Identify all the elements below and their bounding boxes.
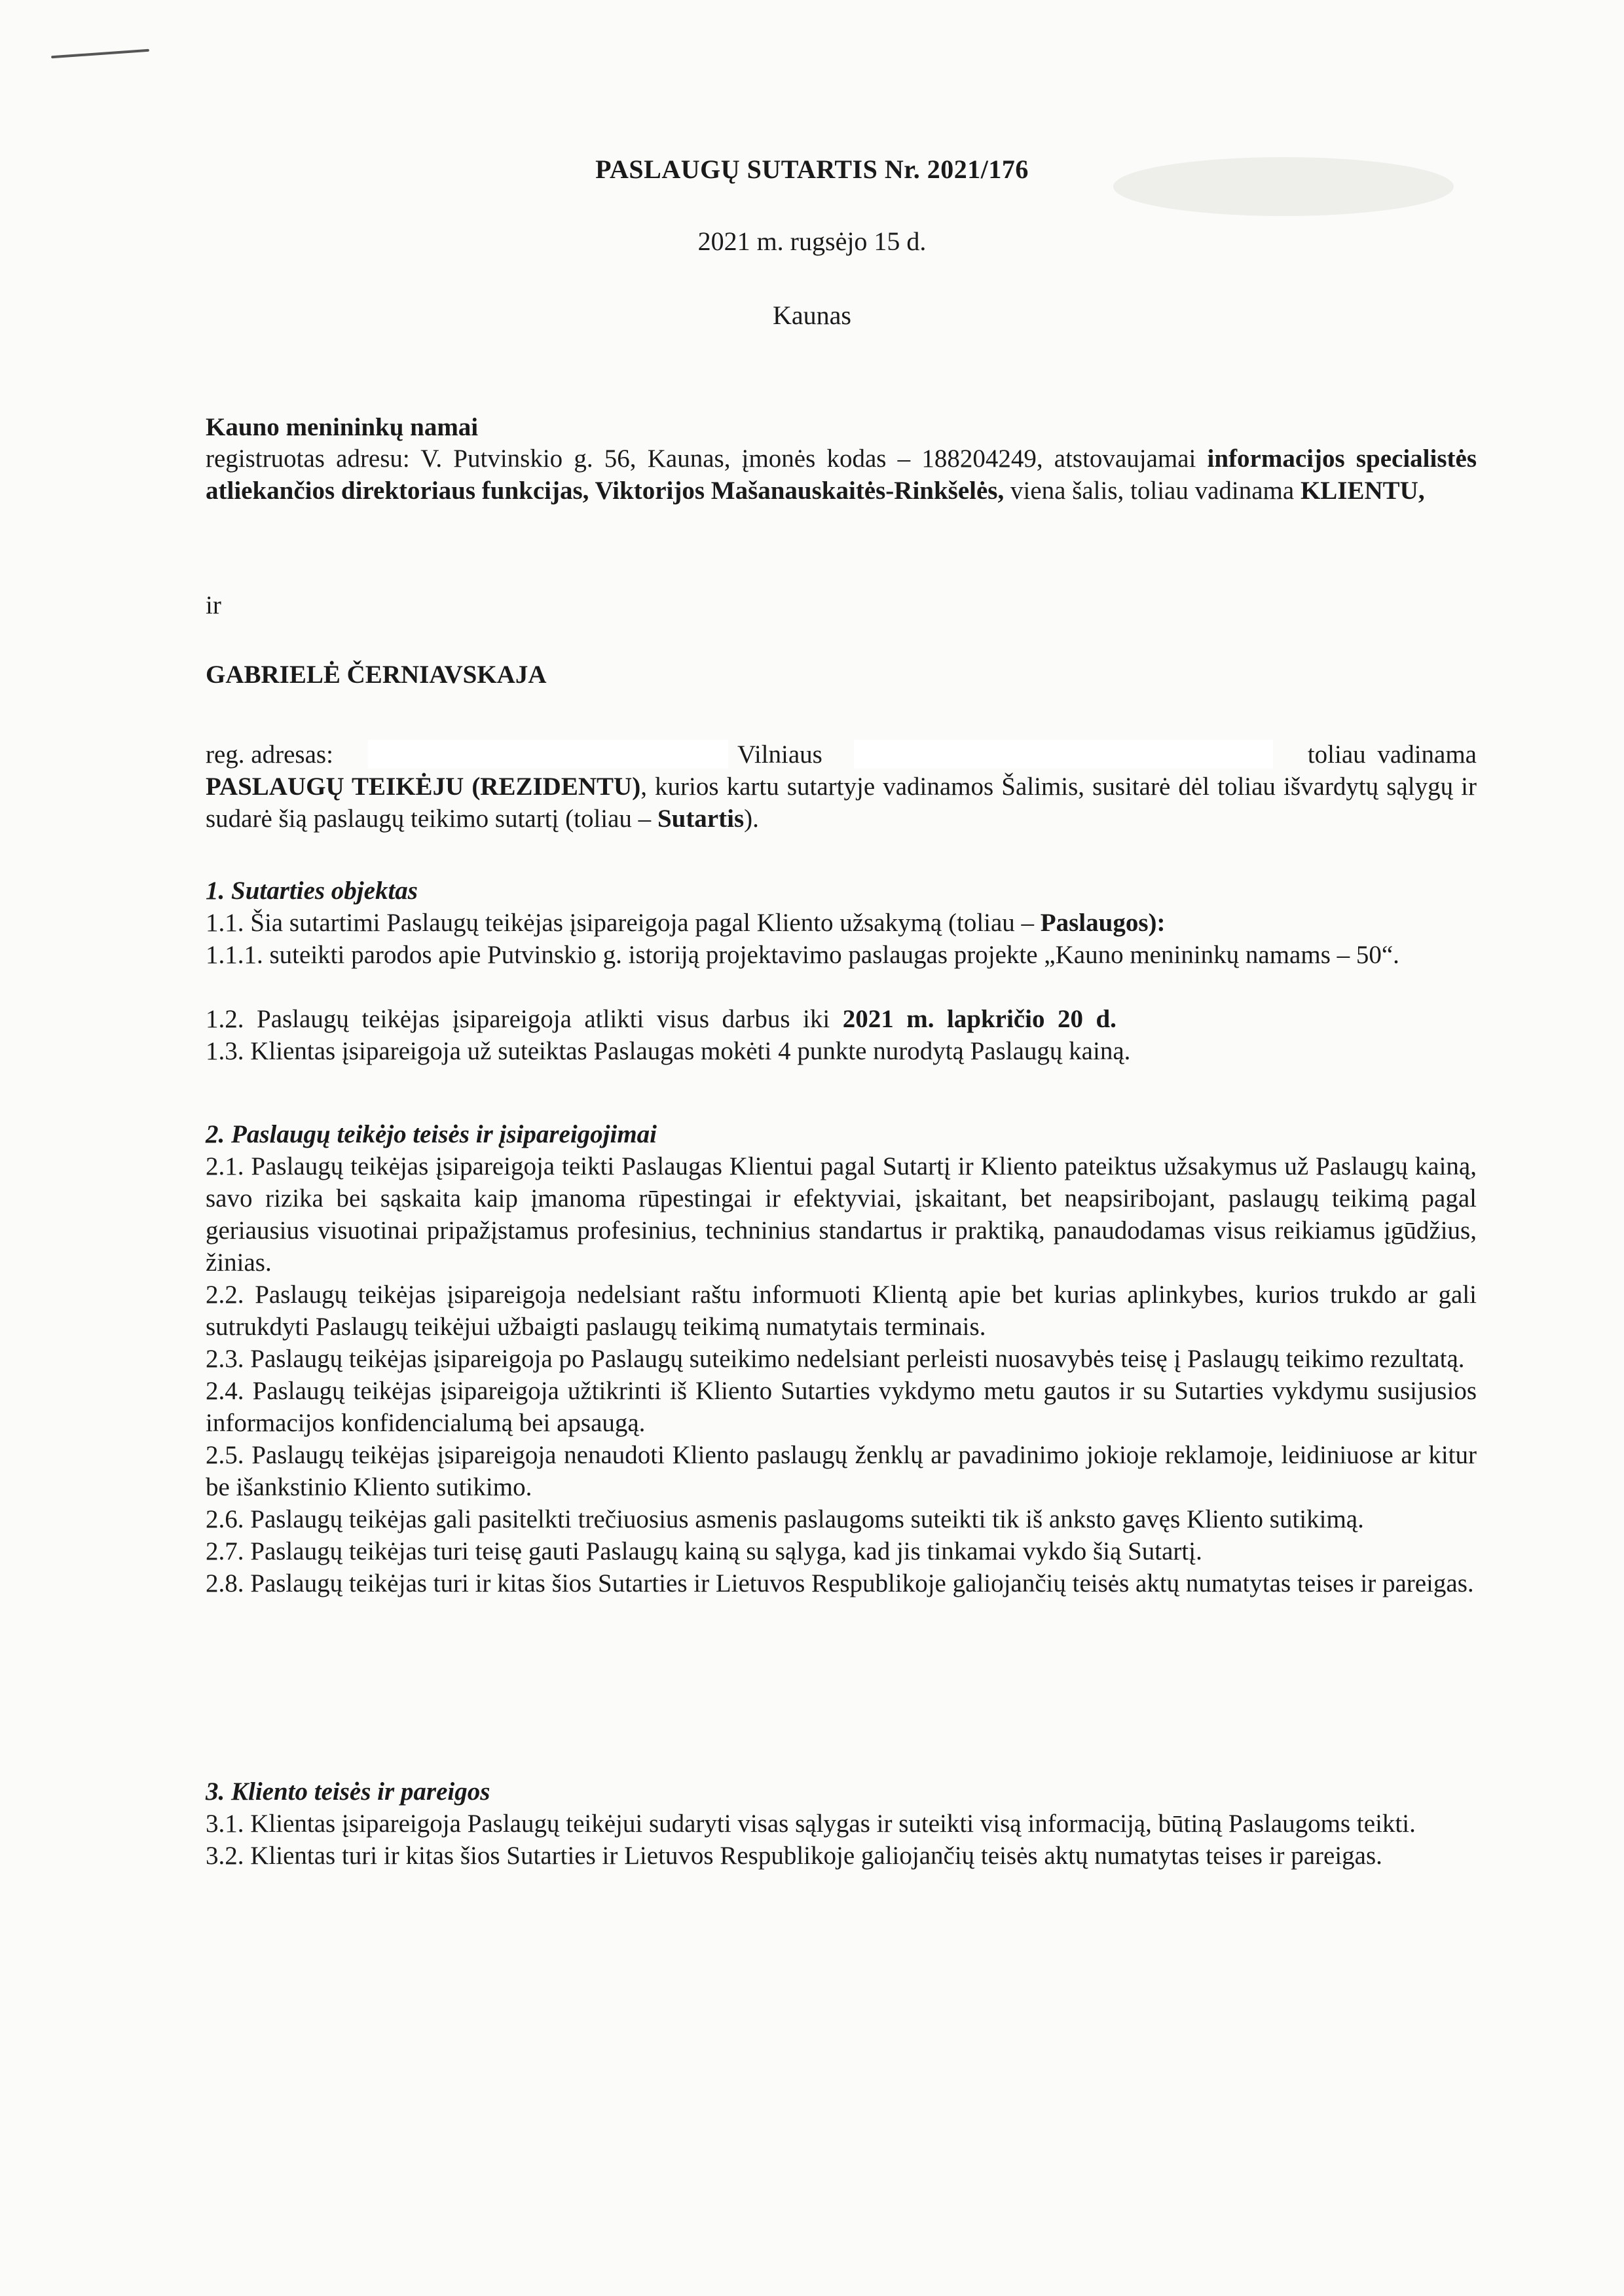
- redaction-box: [368, 740, 728, 769]
- contract-date: 2021 m. rugsėjo 15 d.: [697, 227, 927, 256]
- pen-mark: [51, 49, 149, 58]
- clause-2-2: 2.2. Paslaugų teikėjas įsipareigoja nedelsiant raštu informuoti Klientą apie bet kurias aplinkybes, kurios trukdo ar gali sutrukdyti Paslaugų teikėjui užbaigti paslaugų teikimą numatytais terminais.: [206, 1281, 1477, 1341]
- clause-1-2: 1.2. Paslaugų teikėjas įsipareigoja atlikti visus darbus iki 2021 m. lapkričio 20 d.: [206, 1005, 1116, 1033]
- section3-heading: 3. Kliento teisės ir pareigos: [206, 1777, 490, 1806]
- party2-description: PASLAUGŲ TEIKĖJU (REZIDENTU), kurios kartu sutartyje vadinamos Šalimis, susitarė dėl toliau išvardytų sąlygų ir sudarė šią paslaugų teikimo sutartį (toliau – Sutartis).: [206, 773, 1477, 833]
- party2-address-line: [206, 738, 1477, 771]
- section1-heading: 1. Sutarties objektas: [206, 877, 418, 905]
- contract-city: Kaunas: [773, 301, 851, 330]
- party1-description: registruotas adresu: V. Putvinskio g. 56, Kaunas, įmonės kodas – 188204249, atstovaujamai informacijos specialistės atliekančios direktoriaus funkcijas, Viktorijos Mašanauskaitės-Rinkšelės, viena šalis, toliau vadinama KLIENTU,: [206, 445, 1477, 505]
- clause-1-3: 1.3. Klientas įsipareigoja už suteiktas Paslaugas mokėti 4 punkte nurodytą Paslaugų kainą.: [206, 1037, 1131, 1065]
- clause-2-3: 2.3. Paslaugų teikėjas įsipareigoja po Paslaugų suteikimo nedelsiant perleisti nuosavybės teisę į Paslaugų teikimo rezultatą.: [206, 1345, 1465, 1373]
- connector-word: ir: [206, 591, 221, 619]
- clause-3-1: 3.1. Klientas įsipareigoja Paslaugų teikėjui sudaryti visas sąlygas ir suteikti visą informaciją, būtiną Paslaugoms teikti.: [206, 1810, 1416, 1838]
- party2-name: GABRIELĖ ČERNIAVSKAJA: [206, 661, 547, 689]
- section2-clauses: [206, 1150, 1477, 1599]
- after-redaction-text: toliau vadinama: [1307, 740, 1477, 769]
- clause-2-4: 2.4. Paslaugų teikėjas įsipareigoja užtikrinti iš Kliento Sutarties vykdymo metu gautos ir su Sutarties vykdymu susijusios informacijos konfidencialumą bei apsaugą.: [206, 1377, 1477, 1437]
- clause-2-8: 2.8. Paslaugų teikėjas turi ir kitas šios Sutarties ir Lietuvos Respublikoje galiojančių teisės aktų numatytas teises ir pareigas.: [206, 1569, 1474, 1597]
- clause-1-1: 1.1. Šia sutartimi Paslaugų teikėjas įsipareigoja pagal Kliento užsakymą (toliau – Paslaugos):: [206, 909, 1166, 937]
- clause-2-7: 2.7. Paslaugų teikėjas turi teisę gauti Paslaugų kainą su sąlyga, kad jis tinkamai vykdo šią Sutartį.: [206, 1537, 1202, 1565]
- clause-2-6: 2.6. Paslaugų teikėjas gali pasitelkti trečiuosius asmenis paslaugoms suteikti tik iš anksto gavęs Kliento sutikimą.: [206, 1505, 1364, 1533]
- clause-2-5: 2.5. Paslaugų teikėjas įsipareigoja nenaudoti Kliento paslaugų ženklų ar pavadinimo jokioje reklamoje, leidiniuose ar kitur be išankstinio Kliento sutikimo.: [206, 1441, 1477, 1501]
- clause-2-1: 2.1. Paslaugų teikėjas įsipareigoja teikti Paslaugas Klientui pagal Sutartį ir Kliento pateiktus užsakymus už Paslaugų kainą, savo rizika bei sąskaita kaip įmanoma rūpestingai ir efektyviai, įskaitant, bet neapsiribojant, paslaugų teikimą pagal geriausius visuotinai pripažįstamus profesinius, techninius standartus ir praktiką, panaudodamas visus reikiamus įgūdžius, žinias.: [206, 1152, 1477, 1277]
- redaction-box: [854, 740, 1273, 769]
- section2-heading: 2. Paslaugų teikėjo teisės ir įsipareigojimai: [206, 1120, 657, 1148]
- contract-title: PASLAUGŲ SUTARTIS Nr. 2021/176: [595, 155, 1029, 184]
- party1-name: Kauno menininkų namai: [206, 413, 479, 441]
- city-word: Vilniaus: [737, 740, 822, 769]
- clause-1-1-1: 1.1.1. suteikti parodos apie Putvinskio g. istoriją projektavimo paslaugas projekte „Kauno menininkų namams – 50“.: [206, 941, 1399, 969]
- reg-address-label: reg. adresas:: [206, 740, 333, 769]
- section3-clauses: [206, 1808, 1477, 1872]
- clause-3-2: 3.2. Klientas turi ir kitas šios Sutarties ir Lietuvos Respublikoje galiojančių teisės aktų numatytas teises ir pareigas.: [206, 1842, 1382, 1870]
